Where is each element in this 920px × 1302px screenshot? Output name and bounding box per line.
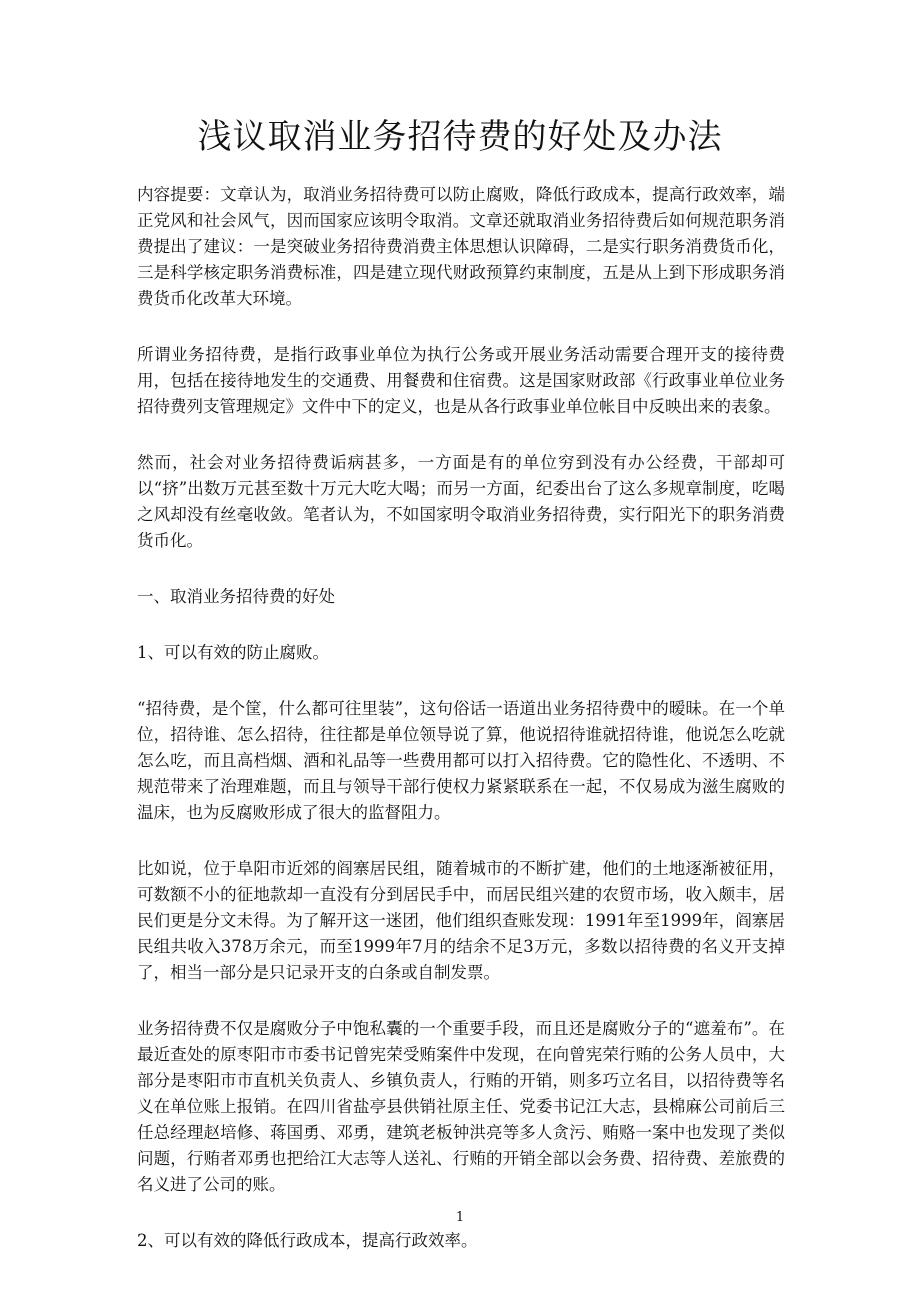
body-paragraph: 比如说，位于阜阳市近郊的阎寨居民组，随着城市的不断扩建，他们的土地逐渐被征用，可数额不小的征地款却一直没有分到居民手中，而居民组兴建的农贸市场，收入颇丰，居民们更是分文未得。为了解开这一迷团，他们组织查账发现：1991年至1999年，阎寨居民组共收入378万余元，而至1999年7月的结余不足3万元，多数以招待费的名义开支掉了，相当一部分是只记录开支的白条或自制发票。 bbox=[137, 859, 785, 982]
document-body bbox=[137, 182, 785, 1284]
abstract-paragraph: 内容提要：文章认为，取消业务招待费可以防止腐败，降低行政成本，提高行政效率，端正党风和社会风气，因而国家应该明令取消。文章还就取消业务招待费后如何规范职务消费提出了建议：一是突破业务招待费消费主体思想认识障碍，二是实行职务消费货币化，三是科学核定职务消费标准，四是建立现代财政预算约束制度，五是从上到下形成职务消费货币化改革大环境。 bbox=[137, 185, 785, 308]
argument-paragraph: 然而，社会对业务招待费诟病甚多，一方面是有的单位穷到没有办公经费，干部却可以“挤”出数万元甚至数十万元大吃大喝；而另一方面，纪委出台了这么多规章制度，吃喝之风却没有丝毫收敛。笔者认为，不如国家明令取消业务招待费，实行阳光下的职务消费货币化。 bbox=[137, 453, 785, 550]
page-number: 1 bbox=[455, 1210, 465, 1225]
body-paragraph: 业务招待费不仅是腐败分子中饱私囊的一个重要手段，而且还是腐败分子的“遮羞布”。在最近查处的原枣阳市市委书记曾宪荣受贿案件中发现，在向曾宪荣行贿的公务人员中，大部分是枣阳市市直机关负责人、乡镇负责人，行贿的开销，则多巧立名目，以招待费等名义在单位账上报销。在四川省盐亭县供销社原主任、党委书记江大志，县棉麻公司前后三任总经理赵培修、蒋国勇、邓勇，建筑老板钟洪亮等多人贪污、贿赂一案中也发现了类似问题，行贿者邓勇也把给江大志等人送礼、行贿的开销全部以会务费、招待费、差旅费的名义进了公司的账。 bbox=[137, 1019, 785, 1194]
subsection-heading: 2、可以有效的降低行政成本，提高行政效率。 bbox=[137, 1231, 478, 1250]
document-title: 浅议取消业务招待费的好处及办法 bbox=[197, 117, 723, 157]
subsection-heading: 1、可以有效的防止腐败。 bbox=[137, 643, 329, 662]
section-heading: 一、取消业务招待费的好处 bbox=[137, 587, 335, 606]
body-paragraph: “招待费，是个筐，什么都可往里装”，这句俗话一语道出业务招待费中的暧昧。在一个单位，招待谁、怎么招待，往往都是单位领导说了算，他说招待谁就招待谁，他说怎么吃就怎么吃，而且高档烟、酒和礼品等一些费用都可以打入招待费。它的隐性化、不透明、不规范带来了治理难题，而且与领导干部行使权力紧紧联系在一起，不仅易成为滋生腐败的温床，也为反腐败形成了很大的监督阻力。 bbox=[137, 699, 785, 822]
definition-paragraph: 所谓业务招待费，是指行政事业单位为执行公务或开展业务活动需要合理开支的接待费用，包括在接待地发生的交通费、用餐费和住宿费。这是国家财政部《行政事业单位业务招待费列支管理规定》文件中下的定义，也是从各行政事业单位帐目中反映出来的表象。 bbox=[137, 345, 785, 416]
